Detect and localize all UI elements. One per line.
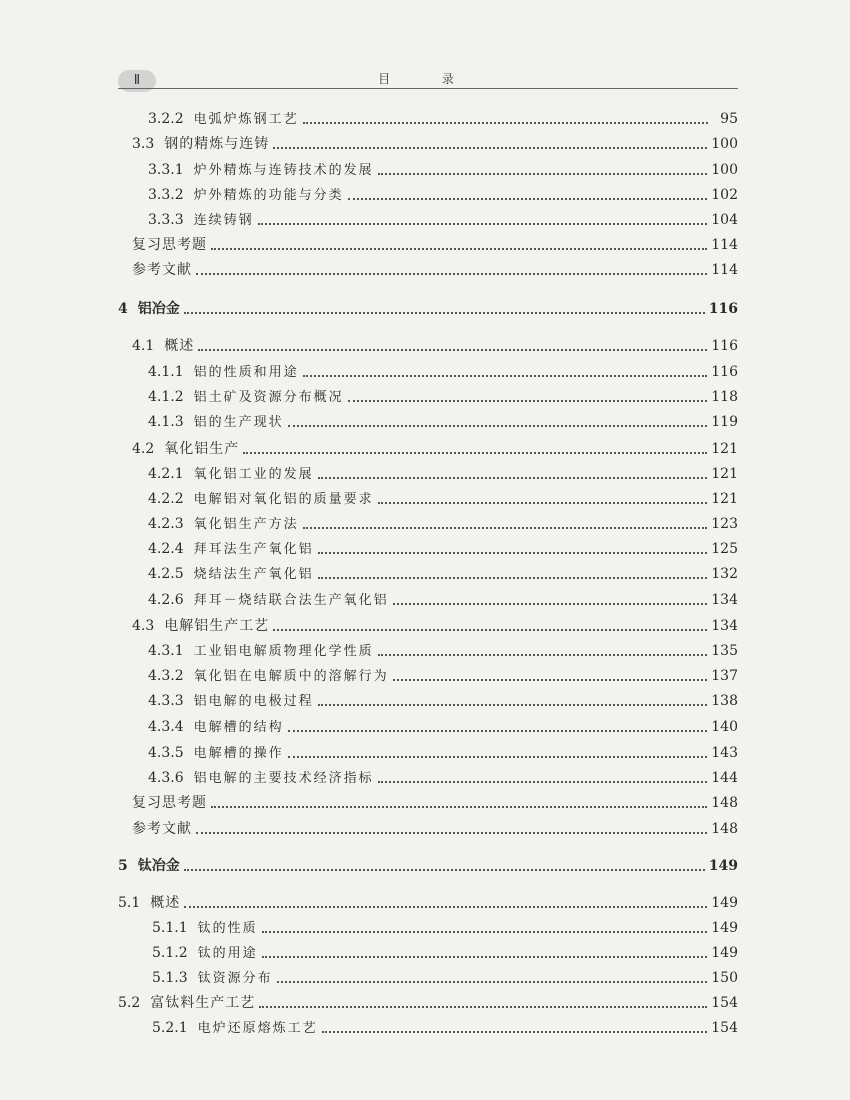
toc-entry-title: 富钛料生产工艺 (150, 995, 256, 1011)
toc-entry-title: 氧化铝生产方法 (193, 517, 299, 532)
toc-entry-number: 4.3.6 (148, 770, 184, 786)
toc-entry-title: 氧化铝在电解质中的溶解行为 (193, 669, 389, 684)
dot-leader (393, 679, 708, 681)
dot-leader (322, 1031, 708, 1033)
toc-entry-title: 铝的性质和用途 (193, 365, 299, 380)
toc-entry[interactable] (118, 917, 738, 939)
toc-entry-page: 102 (711, 187, 738, 203)
toc-entry-number: 3.3.2 (148, 187, 184, 203)
toc-entry-number: 4.3.2 (148, 668, 184, 684)
toc-entry-number: 5.1.1 (152, 920, 188, 936)
toc-entry-page: 123 (711, 516, 738, 532)
toc-entry[interactable] (118, 589, 738, 611)
toc-entry-number: 4.2.6 (148, 592, 184, 608)
toc-entry-page: 95 (720, 111, 738, 127)
toc-entry-page: 148 (711, 821, 738, 837)
dot-leader (378, 173, 708, 175)
dot-leader (288, 730, 708, 732)
toc-entry-title: 铝电解的电极过程 (193, 694, 314, 709)
toc-entry-title: 氧化铝工业的发展 (193, 467, 314, 482)
toc-entry-page: 140 (711, 719, 738, 735)
toc-entry-number: 5.2.1 (152, 1020, 188, 1036)
toc-entry-title: 电解铝生产工艺 (164, 618, 270, 634)
toc-entry[interactable] (118, 767, 738, 789)
toc-entry-page: 137 (711, 668, 738, 684)
toc-entry-number: 3.3.1 (148, 162, 184, 178)
toc-entry-page: 114 (711, 237, 738, 253)
dot-leader (318, 552, 708, 554)
toc-entry-title: 概述 (164, 338, 195, 354)
toc-entry-page: 116 (711, 338, 738, 354)
toc-entry-number: 4.2 (132, 441, 155, 457)
toc-entry-number: 4.1.3 (148, 414, 184, 430)
toc-entry-page: 121 (711, 491, 738, 507)
toc-entry-page: 138 (711, 693, 738, 709)
toc-entry-page: 154 (711, 995, 738, 1011)
toc-entry-page: 116 (711, 364, 738, 380)
toc-entry[interactable] (118, 133, 738, 155)
toc-entry-number: 4.3.4 (148, 719, 184, 735)
toc-entry[interactable] (118, 690, 738, 712)
dot-leader (211, 248, 707, 250)
toc-entry-title: 钢的精炼与连铸 (164, 136, 270, 152)
dot-leader (378, 781, 708, 783)
toc-entry[interactable] (118, 1017, 738, 1039)
dot-leader (273, 147, 707, 149)
toc-entry-number: 4.1.2 (148, 389, 184, 405)
dot-leader (303, 122, 708, 124)
toc-entry[interactable] (118, 665, 738, 687)
dot-leader (198, 349, 707, 351)
toc-entry-page: 116 (708, 301, 738, 317)
toc-entry-title: 拜耳法生产氧化铝 (193, 542, 314, 557)
toc-entry[interactable] (118, 463, 738, 485)
toc-entry-title: 钛的性质 (197, 921, 258, 936)
toc-entry[interactable] (118, 259, 738, 281)
toc-entry-page: 149 (711, 895, 738, 911)
dot-leader (378, 502, 708, 504)
toc-entry-number: 3.3.3 (148, 212, 184, 228)
dot-leader (273, 629, 707, 631)
dot-leader (184, 906, 707, 908)
toc-entry-title: 氧化铝生产 (164, 441, 240, 457)
header-title: 目 录 (378, 72, 478, 86)
toc-entry-number: 4.1.1 (148, 364, 184, 380)
toc-entry-title: 参考文献 (132, 821, 192, 837)
dot-leader (184, 312, 705, 314)
toc-entry-number: 4.3 (132, 618, 155, 634)
toc-entry-title: 电解槽的结构 (193, 720, 284, 735)
dot-leader (378, 654, 708, 656)
toc-entry-number: 3.2.2 (148, 111, 184, 127)
dot-leader (303, 375, 708, 377)
dot-leader (288, 425, 708, 427)
toc-entry-title: 电解铝对氧化铝的质量要求 (193, 492, 374, 507)
dot-leader (262, 931, 708, 933)
dot-leader (211, 806, 707, 808)
toc-entry-page: 149 (711, 920, 738, 936)
toc-entry-title: 铝冶金 (137, 301, 180, 317)
header-rule (118, 88, 738, 89)
dot-leader (243, 452, 707, 454)
toc-entry-title: 电解槽的操作 (193, 746, 284, 761)
toc-entry[interactable] (118, 942, 738, 964)
toc-entry-page: 148 (711, 795, 738, 811)
toc-entry-page: 134 (711, 592, 738, 608)
toc-entry[interactable] (118, 184, 738, 206)
toc-entry-number: 4.3.3 (148, 693, 184, 709)
dot-leader (184, 869, 705, 871)
toc-entry-page: 144 (711, 770, 738, 786)
toc-entry-title: 钛冶金 (137, 858, 180, 874)
toc-entry-page: 149 (711, 945, 738, 961)
toc-entry[interactable] (118, 298, 738, 320)
toc-entry-number: 4.3.5 (148, 745, 184, 761)
dot-leader (348, 198, 708, 200)
toc-entry[interactable] (118, 488, 738, 510)
toc-entry[interactable] (118, 513, 738, 535)
toc-entry-number: 4.1 (132, 338, 155, 354)
dot-leader (303, 527, 708, 529)
toc-entry-title: 铝的生产现状 (193, 415, 284, 430)
toc-entry-page: 104 (711, 212, 738, 228)
page-header (118, 62, 738, 96)
toc-entry-number: 4.3.1 (148, 643, 184, 659)
toc-entry-page: 143 (711, 745, 738, 761)
toc-entry-title: 参考文献 (132, 262, 192, 278)
toc-entry[interactable] (118, 615, 738, 637)
toc-entry[interactable] (118, 411, 738, 433)
dot-leader (318, 477, 708, 479)
toc-entry-page: 121 (711, 441, 738, 457)
toc-entry-number: 5 (118, 858, 128, 874)
toc-entry-title: 工业铝电解质物理化学性质 (193, 644, 374, 659)
toc-entry[interactable] (118, 234, 738, 256)
dot-leader (288, 756, 708, 758)
dot-leader (318, 577, 708, 579)
toc-entry-title: 连续铸钢 (193, 213, 254, 228)
toc-entry-title: 炉外精炼的功能与分类 (193, 188, 344, 203)
toc-entry[interactable] (118, 742, 738, 764)
toc-entry-page: 100 (711, 136, 738, 152)
toc-entry-number: 4.2.1 (148, 466, 184, 482)
toc-entry[interactable] (118, 563, 738, 585)
toc-entry-page: 132 (711, 566, 738, 582)
toc-entry[interactable] (118, 538, 738, 560)
toc-entry-number: 5.2 (118, 995, 141, 1011)
dot-leader (348, 400, 708, 402)
dot-leader (196, 273, 707, 275)
toc-entry-number: 3.3 (132, 136, 155, 152)
toc-entry-number: 4 (118, 301, 128, 317)
toc-entry-title: 拜耳－烧结联合法生产氧化铝 (193, 593, 389, 608)
toc-entry-page: 154 (711, 1020, 738, 1036)
toc-entry[interactable] (118, 386, 738, 408)
toc-entry-page: 121 (711, 466, 738, 482)
toc-entry[interactable] (118, 818, 738, 840)
dot-leader (259, 1006, 707, 1008)
page-number-badge: Ⅱ (118, 70, 156, 92)
toc-entry-number: 4.2.4 (148, 541, 184, 557)
toc-entry-title: 概述 (150, 895, 181, 911)
toc-entry[interactable] (118, 792, 738, 814)
toc-entry[interactable] (118, 640, 738, 662)
toc-entry-title: 复习思考题 (132, 795, 207, 811)
dot-leader (393, 603, 708, 605)
toc-entry-number: 5.1.2 (152, 945, 188, 961)
toc-entry[interactable] (118, 967, 738, 989)
toc-entry-page: 119 (711, 414, 738, 430)
dot-leader (196, 832, 707, 834)
toc-entry-title: 电炉还原熔炼工艺 (197, 1021, 318, 1036)
toc-entry-number: 4.2.2 (148, 491, 184, 507)
toc-entry[interactable] (118, 892, 738, 914)
dot-leader (318, 704, 708, 706)
toc-entry-title: 铝电解的主要技术经济指标 (193, 771, 374, 786)
toc-entry[interactable] (118, 159, 738, 181)
toc-entry-number: 4.2.5 (148, 566, 184, 582)
toc-entry-title: 钛资源分布 (197, 971, 273, 986)
toc-entry[interactable] (118, 438, 738, 460)
toc-entry[interactable] (118, 992, 738, 1014)
toc-entry-title: 铝土矿及资源分布概况 (193, 390, 344, 405)
toc-entry-title: 烧结法生产氧化铝 (193, 567, 314, 582)
toc-entry[interactable] (118, 855, 738, 877)
toc-entry-page: 100 (711, 162, 738, 178)
toc-entry-page: 150 (711, 970, 738, 986)
toc-entry[interactable] (118, 361, 738, 383)
toc-entry-title: 电弧炉炼钢工艺 (193, 112, 299, 127)
dot-leader (258, 223, 708, 225)
toc-entry-page: 135 (711, 643, 738, 659)
toc-entry-number: 5.1.3 (152, 970, 188, 986)
toc-entry-title: 复习思考题 (132, 237, 207, 253)
toc-entry-page: 134 (711, 618, 738, 634)
toc-entry[interactable] (118, 335, 738, 357)
dot-leader (277, 981, 708, 983)
dot-leader (262, 956, 708, 958)
toc-entry[interactable] (118, 209, 738, 231)
toc-entry-page: 149 (708, 858, 738, 874)
toc-entry-page: 118 (711, 389, 738, 405)
toc-entry-page: 114 (711, 262, 738, 278)
toc-entry-title: 炉外精炼与连铸技术的发展 (193, 163, 374, 178)
toc-entry-page: 125 (711, 541, 738, 557)
toc-entry-title: 钛的用途 (197, 946, 258, 961)
toc-entry[interactable] (118, 108, 738, 130)
toc-entry[interactable] (118, 716, 738, 738)
toc-entry-number: 5.1 (118, 895, 141, 911)
toc-entry-number: 4.2.3 (148, 516, 184, 532)
